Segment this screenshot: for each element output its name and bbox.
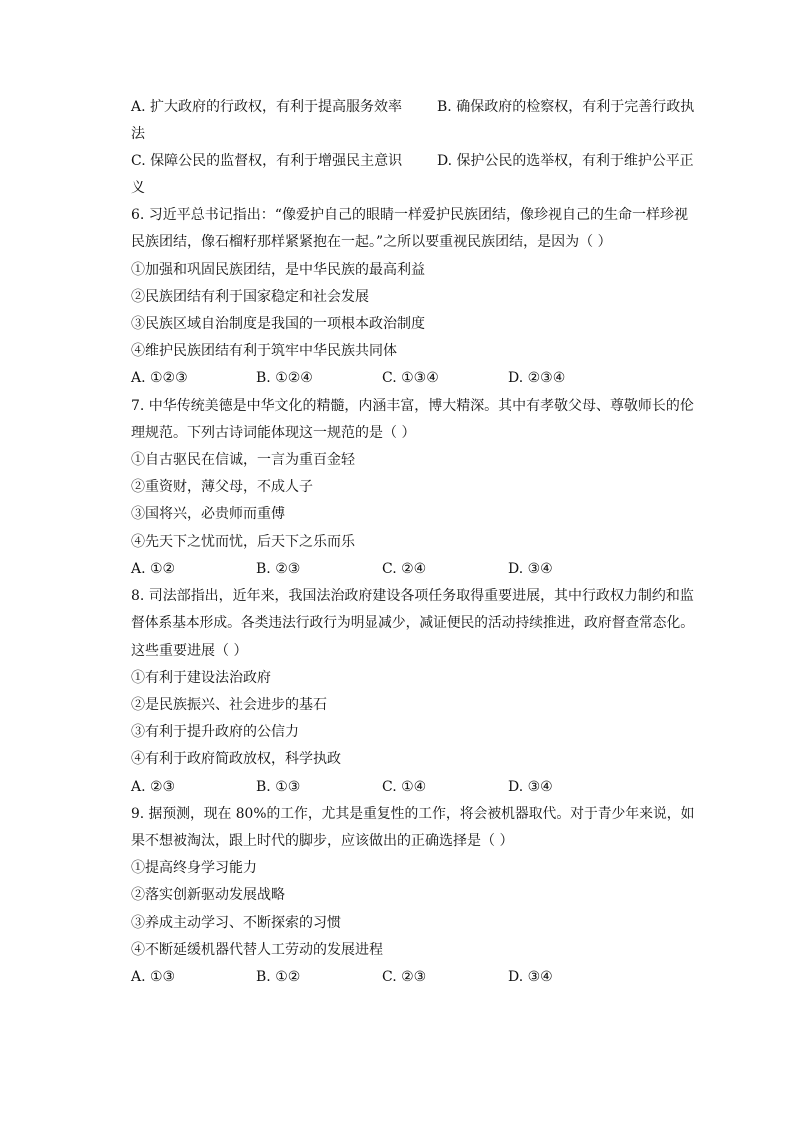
q6-option-b: B. ①②④ <box>256 370 313 386</box>
q7-item-2: ②重资财，薄父母，不成人子 <box>131 479 313 495</box>
q6-stem-line-2: 民族团结，像石榴籽那样紧紧抱在一起。”之所以要重视民族团结，是因为（ ） <box>131 234 612 250</box>
q8-option-a: A. ②③ <box>131 779 176 795</box>
q5-option-d: D. 保护公民的选举权，有利于维护公平正 <box>437 153 694 169</box>
q9-item-4: ④不断延缓机器代替人工劳动的发展进程 <box>131 942 383 958</box>
q6-item-2: ②民族团结有利于国家稳定和社会发展 <box>131 289 369 305</box>
q8-stem-line-1: 8. 司法部指出，近年来，我国法治政府建设各项任务取得重要进展，其中行政权力制约和监 <box>131 588 694 604</box>
q8-stem-line-2: 督体系基本形成。各类违法行政行为明显减少，减证便民的活动持续推进，政府督查常态化。 <box>131 615 694 631</box>
q8-item-2: ②是民族振兴、社会进步的基石 <box>131 697 327 713</box>
q7-option-d: D. ③④ <box>508 561 553 577</box>
q6-option-c: C. ①③④ <box>382 370 439 386</box>
q8-item-1: ①有利于建设法治政府 <box>131 670 271 686</box>
q9-option-b: B. ①② <box>256 969 301 985</box>
q9-option-a: A. ①③ <box>131 969 176 985</box>
q7-option-b: B. ②③ <box>256 561 301 577</box>
q5-option-a: A. 扩大政府的行政权，有利于提高服务效率 <box>131 99 403 115</box>
q7-stem-line-1: 7. 中华传统美德是中华文化的精髓，内涵丰富，博大精深。其中有孝敬父母、尊敬师长的伦 <box>131 398 694 414</box>
q8-stem-line-3: 这些重要进展（ ） <box>131 643 248 659</box>
q7-option-a: A. ①② <box>131 561 176 577</box>
q7-item-1: ①自古驱民在信诚，一言为重百金轻 <box>131 452 355 468</box>
q6-item-3: ③民族区域自治制度是我国的一项根本政治制度 <box>131 316 425 332</box>
q7-stem-line-2: 理规范。下列古诗词能体现这一规范的是（ ） <box>131 425 416 441</box>
q8-item-3: ③有利于提升政府的公信力 <box>131 724 299 740</box>
q8-option-d: D. ③④ <box>508 779 553 795</box>
q6-stem-line-1: 6. 习近平总书记指出：“像爱护自己的眼睛一样爱护民族团结，像珍视自己的生命一样珍视 <box>131 207 688 223</box>
q6-option-a: A. ①②③ <box>131 370 188 386</box>
q5-option-b: B. 确保政府的检察权，有利于完善行政执 <box>437 99 695 115</box>
q8-option-c: C. ①④ <box>382 779 427 795</box>
q8-option-b: B. ①③ <box>256 779 301 795</box>
q5-option-d-continued: 义 <box>131 180 145 196</box>
q7-option-c: C. ②④ <box>382 561 427 577</box>
q5-option-c: C. 保障公民的监督权，有利于增强民主意识 <box>131 153 403 169</box>
q9-stem-line-2: 果不想被淘汰，跟上时代的脚步，应该做出的正确选择是（ ） <box>131 833 514 849</box>
q6-item-1: ①加强和巩固民族团结，是中华民族的最高利益 <box>131 262 425 278</box>
q7-item-3: ③国将兴，必贵师而重傅 <box>131 506 285 522</box>
q5-option-b-continued: 法 <box>131 126 145 142</box>
q9-option-c: C. ②③ <box>382 969 427 985</box>
q6-option-d: D. ②③④ <box>508 370 566 386</box>
q9-option-d: D. ③④ <box>508 969 553 985</box>
q9-item-1: ①提高终身学习能力 <box>131 860 257 876</box>
q9-item-2: ②落实创新驱动发展战略 <box>131 887 285 903</box>
q8-item-4: ④有利于政府简政放权，科学执政 <box>131 751 341 767</box>
q9-stem-line-1: 9. 据预测，现在 80%的工作，尤其是重复性的工作，将会被机器取代。对于青少年来说，如 <box>131 806 695 822</box>
q9-item-3: ③养成主动学习、不断探索的习惯 <box>131 915 341 931</box>
q6-item-4: ④维护民族团结有利于筑牢中华民族共同体 <box>131 343 397 359</box>
q7-item-4: ④先天下之忧而忧，后天下之乐而乐 <box>131 534 355 550</box>
